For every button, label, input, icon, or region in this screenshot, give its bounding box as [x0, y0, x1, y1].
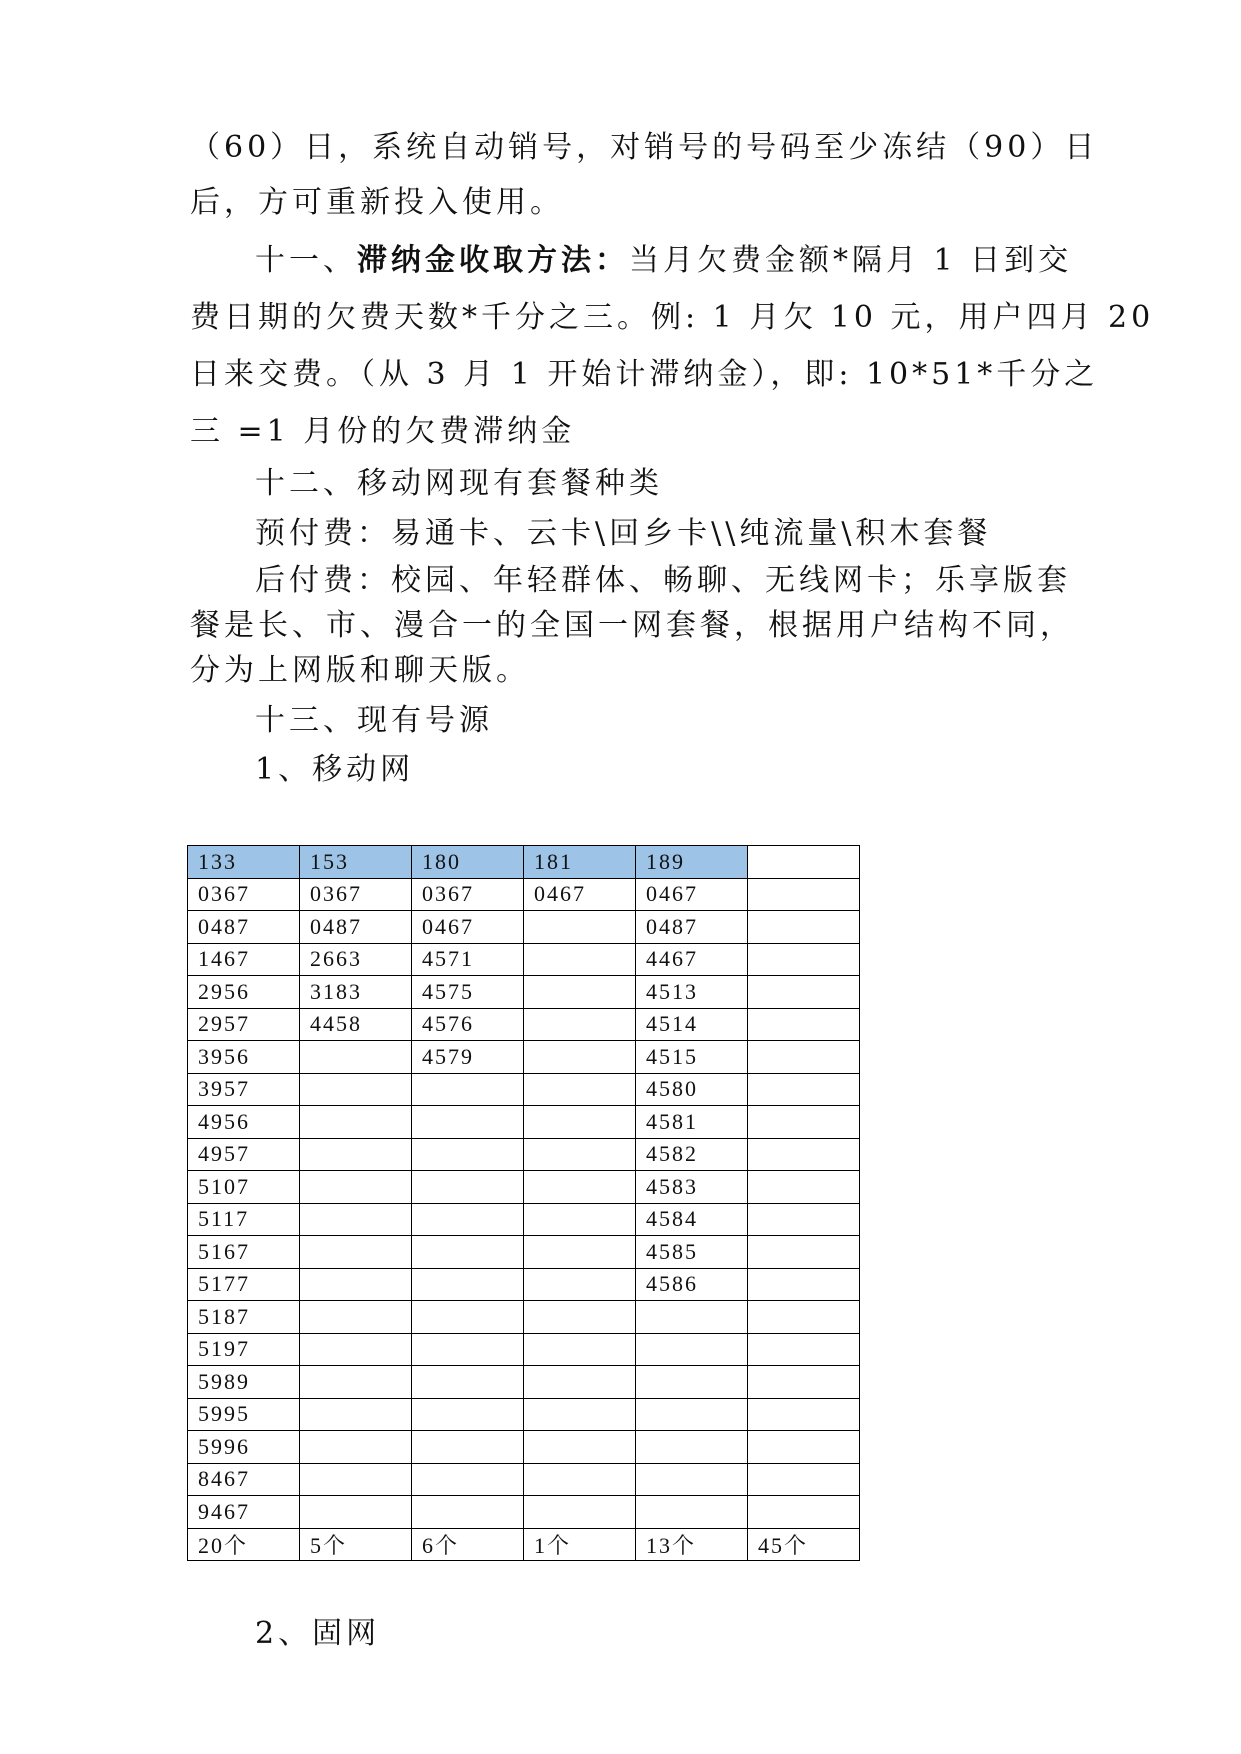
table-cell: 5177 [188, 1268, 300, 1301]
table-row [188, 1106, 860, 1139]
table-cell: 153 [300, 846, 412, 879]
paragraph-line: 三 =1 月份的欠费滞纳金 [190, 414, 576, 449]
table-cell: 0367 [188, 878, 300, 911]
table-cell: 180 [412, 846, 524, 879]
table-cell: 4582 [636, 1138, 748, 1171]
table-cell [748, 1203, 860, 1236]
table-cell [412, 1236, 524, 1269]
section-13-heading: 十三、现有号源 [255, 703, 493, 738]
fixed-network-heading: 2、固网 [255, 1616, 381, 1651]
table-row [188, 878, 860, 911]
table-cell [748, 1073, 860, 1106]
table-cell: 5995 [188, 1398, 300, 1431]
table-cell [748, 976, 860, 1009]
table-cell: 4584 [636, 1203, 748, 1236]
table-cell: 3957 [188, 1073, 300, 1106]
table-cell [636, 1333, 748, 1366]
table-cell [300, 1106, 412, 1139]
table-cell [300, 1268, 412, 1301]
table-cell [524, 976, 636, 1009]
table-cell [300, 1463, 412, 1496]
table-cell: 0487 [636, 911, 748, 944]
section-11-text: 当月欠费金额*隔月 1 日到交 [629, 243, 1073, 278]
table-cell [300, 1073, 412, 1106]
table-cell [748, 1431, 860, 1464]
table-row [188, 1333, 860, 1366]
table-row [188, 1301, 860, 1334]
table-cell [748, 943, 860, 976]
table-cell: 5117 [188, 1203, 300, 1236]
table-cell [300, 1171, 412, 1204]
table-row [188, 943, 860, 976]
table-row [188, 1236, 860, 1269]
table-cell [300, 1138, 412, 1171]
table-cell: 5187 [188, 1301, 300, 1334]
table-cell [524, 1236, 636, 1269]
table-cell: 4571 [412, 943, 524, 976]
postpaid-packages: 后付费：校园、年轻群体、畅聊、无线网卡；乐享版套 [255, 563, 1071, 598]
table-cell [748, 1463, 860, 1496]
table-cell: 0467 [524, 878, 636, 911]
table-cell: 4514 [636, 1008, 748, 1041]
table-cell [300, 1496, 412, 1529]
paragraph-line: 餐是长、市、漫合一的全国一网套餐，根据用户结构不同， [190, 608, 1074, 643]
table-cell [524, 1398, 636, 1431]
mobile-network-heading: 1、移动网 [255, 752, 415, 787]
table-cell: 4575 [412, 976, 524, 1009]
table-cell [524, 1463, 636, 1496]
table-cell [524, 1073, 636, 1106]
table-cell: 4956 [188, 1106, 300, 1139]
table-cell: 4581 [636, 1106, 748, 1139]
table-cell [524, 1008, 636, 1041]
section-11-heading: 滞纳金收取方法： [357, 243, 629, 278]
table-cell [300, 1236, 412, 1269]
table-cell [748, 1496, 860, 1529]
table-cell [748, 1138, 860, 1171]
table-cell: 2957 [188, 1008, 300, 1041]
table-cell [748, 1171, 860, 1204]
table-cell [524, 1268, 636, 1301]
table-cell [300, 1398, 412, 1431]
paragraph-line: 费日期的欠费天数*千分之三。例: 1 月欠 10 元，用户四月 20 [190, 300, 1155, 335]
table-cell [748, 846, 860, 879]
table-cell: 2663 [300, 943, 412, 976]
table-cell [524, 1041, 636, 1074]
table-cell: 13个 [636, 1528, 748, 1561]
table-cell: 0367 [412, 878, 524, 911]
table-row [188, 1268, 860, 1301]
table-cell [636, 1463, 748, 1496]
section-12-heading: 十二、移动网现有套餐种类 [255, 466, 663, 501]
table-cell: 20个 [188, 1528, 300, 1561]
table-cell: 0467 [636, 878, 748, 911]
prepaid-packages: 预付费：易通卡、云卡\回乡卡\\纯流量\积木套餐 [255, 516, 992, 551]
table-cell [636, 1431, 748, 1464]
table-cell: 5167 [188, 1236, 300, 1269]
table-cell [412, 1463, 524, 1496]
table-cell: 0487 [300, 911, 412, 944]
table-cell: 4583 [636, 1171, 748, 1204]
table-row [188, 1203, 860, 1236]
table-cell: 5个 [300, 1528, 412, 1561]
table-cell [748, 1041, 860, 1074]
table-cell: 4580 [636, 1073, 748, 1106]
table-cell: 181 [524, 846, 636, 879]
number-resource-table [187, 845, 860, 1561]
table-cell: 133 [188, 846, 300, 879]
table-totals-row [188, 1528, 860, 1561]
table-cell [524, 1171, 636, 1204]
section-11-number: 十一、 [255, 243, 357, 278]
table-cell: 3183 [300, 976, 412, 1009]
table-cell [300, 1366, 412, 1399]
table-row [188, 1398, 860, 1431]
paragraph-line: 后，方可重新投入使用。 [190, 185, 564, 220]
table-cell [748, 1236, 860, 1269]
table-cell [748, 1008, 860, 1041]
table-cell [412, 1171, 524, 1204]
table-cell: 4576 [412, 1008, 524, 1041]
table-cell [412, 1398, 524, 1431]
table-cell [300, 1203, 412, 1236]
paragraph-line: 日来交费。（从 3 月 1 开始计滞纳金），即: 10*51*千分之 [190, 357, 1099, 392]
table-row [188, 1496, 860, 1529]
table-cell: 0467 [412, 911, 524, 944]
table-cell [524, 1333, 636, 1366]
table-cell [412, 1073, 524, 1106]
table-cell [412, 1106, 524, 1139]
table-cell [524, 1301, 636, 1334]
table-row [188, 1008, 860, 1041]
table-cell [748, 1268, 860, 1301]
table-cell [748, 878, 860, 911]
table-cell: 4458 [300, 1008, 412, 1041]
table-cell [748, 1301, 860, 1334]
table-cell [524, 911, 636, 944]
table-row [188, 1171, 860, 1204]
table-row [188, 1041, 860, 1074]
table-row [188, 1138, 860, 1171]
table-row [188, 1431, 860, 1464]
table-cell: 2956 [188, 976, 300, 1009]
table-cell: 0487 [188, 911, 300, 944]
table-cell [412, 1301, 524, 1334]
table-header-row [188, 846, 860, 879]
table-cell: 3956 [188, 1041, 300, 1074]
table-cell [412, 1333, 524, 1366]
table-row [188, 1366, 860, 1399]
table-cell: 8467 [188, 1463, 300, 1496]
table-cell [524, 1366, 636, 1399]
table-cell [300, 1041, 412, 1074]
table-cell [524, 1106, 636, 1139]
table-cell [636, 1301, 748, 1334]
table-cell: 45个 [748, 1528, 860, 1561]
table-cell [300, 1333, 412, 1366]
table-cell [524, 943, 636, 976]
table-cell [524, 1203, 636, 1236]
table-cell [748, 1366, 860, 1399]
table-cell: 6个 [412, 1528, 524, 1561]
table-cell [636, 1366, 748, 1399]
table-cell [524, 1496, 636, 1529]
paragraph-line: （60）日，系统自动销号，对销号的号码至少冻结（90）日 [190, 130, 1099, 165]
table-cell [300, 1301, 412, 1334]
table-cell [412, 1203, 524, 1236]
table-cell [524, 1138, 636, 1171]
table-cell: 4585 [636, 1236, 748, 1269]
table-cell [412, 1431, 524, 1464]
table-cell: 4513 [636, 976, 748, 1009]
table-row [188, 911, 860, 944]
table-cell: 4579 [412, 1041, 524, 1074]
table-cell: 4957 [188, 1138, 300, 1171]
table-cell: 5989 [188, 1366, 300, 1399]
table-cell: 5107 [188, 1171, 300, 1204]
table-cell [412, 1138, 524, 1171]
paragraph-line: 分为上网版和聊天版。 [190, 653, 530, 688]
table-row [188, 1463, 860, 1496]
table-cell [748, 1333, 860, 1366]
table-cell: 5996 [188, 1431, 300, 1464]
table-cell [300, 1431, 412, 1464]
table-cell [636, 1398, 748, 1431]
table-cell: 9467 [188, 1496, 300, 1529]
table-cell: 1个 [524, 1528, 636, 1561]
table-cell [524, 1431, 636, 1464]
table-cell [748, 1398, 860, 1431]
table-cell [748, 911, 860, 944]
table-cell [412, 1366, 524, 1399]
table-cell [412, 1496, 524, 1529]
table-cell [412, 1268, 524, 1301]
table-cell: 189 [636, 846, 748, 879]
table-row [188, 1073, 860, 1106]
table-cell: 4467 [636, 943, 748, 976]
table-cell: 4586 [636, 1268, 748, 1301]
table-cell: 0367 [300, 878, 412, 911]
table-cell: 1467 [188, 943, 300, 976]
table-row [188, 976, 860, 1009]
table-cell: 5197 [188, 1333, 300, 1366]
table-cell [748, 1106, 860, 1139]
section-11-line [255, 241, 1072, 281]
table-cell: 4515 [636, 1041, 748, 1074]
table-cell [636, 1496, 748, 1529]
